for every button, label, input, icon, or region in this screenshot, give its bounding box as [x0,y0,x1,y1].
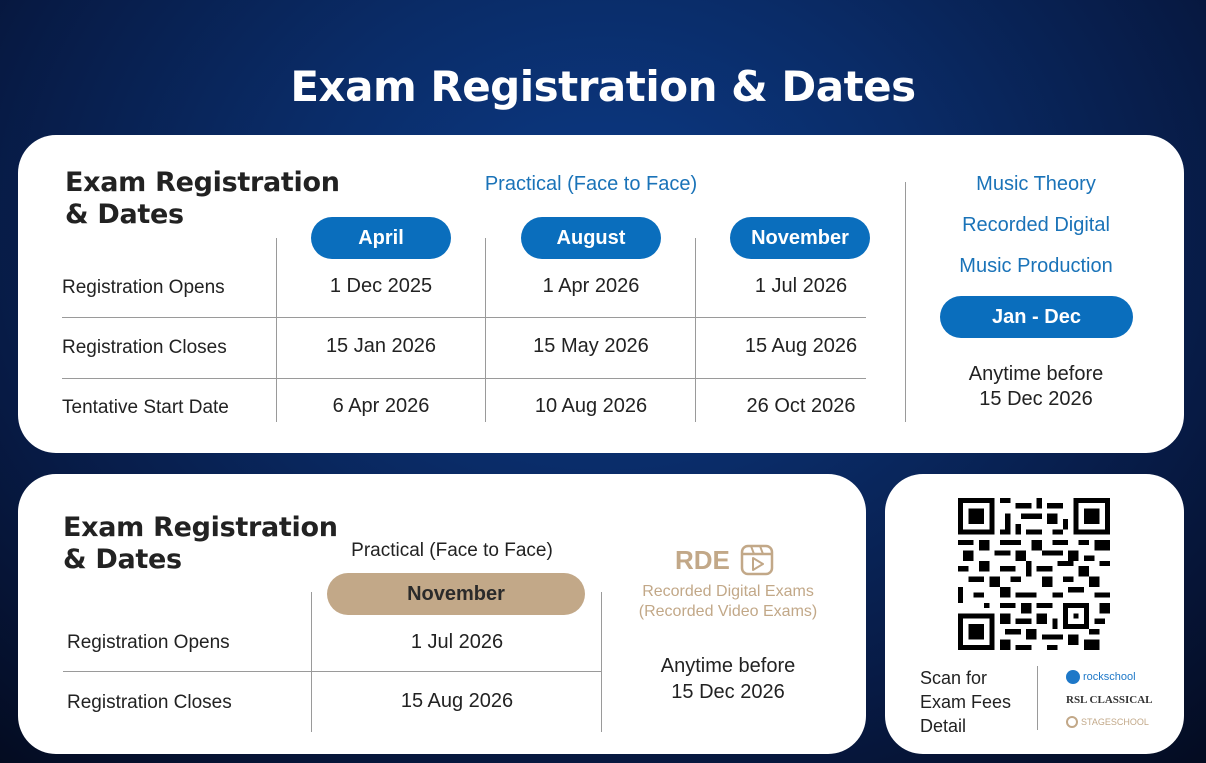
card-title-line1: Exam Registration [65,167,340,198]
practical-heading: Practical (Face to Face) [351,540,553,561]
brand-divider [1037,666,1038,730]
table-cell: 1 Jul 2026 [410,631,504,653]
row-label-registration-opens: Registration Opens [67,632,230,653]
qr-code[interactable] [958,498,1110,650]
brand-rockschool-label: rockschool [1083,671,1136,683]
rockschool-logo-icon [1066,670,1080,684]
video-icon [740,544,774,576]
year-round-pill: Jan - Dec [940,296,1133,338]
side-item-music-production: Music Production [959,255,1113,277]
table-cell: 10 Aug 2026 [534,395,648,417]
rde-note-line1: Anytime before [660,655,796,677]
rde-title: RDE [675,544,730,575]
practical-dates-card [18,135,1184,453]
row-divider [62,378,866,379]
side-item-music-theory: Music Theory [976,173,1096,195]
row-divider [63,671,601,672]
section-divider [905,182,906,422]
page-title: Exam Registration & Dates [290,62,916,111]
stageschool-logo-icon [1066,716,1078,728]
month-pill-november: November [730,217,870,259]
month-pill-august: August [521,217,661,259]
table-cell: 15 Aug 2026 [744,335,858,357]
scan-line2: Exam Fees [920,692,1012,712]
november-practical-card [18,474,866,754]
brand-stageschool-label: STAGESCHOOL [1081,717,1149,727]
table-cell: 1 Dec 2025 [329,275,433,297]
table-cell: 15 Aug 2026 [400,690,514,712]
brand-rockschool [1066,670,1136,684]
card-title-line2: & Dates [65,199,184,230]
card-title-line2: & Dates [63,544,182,575]
side-item-recorded-digital: Recorded Digital [962,214,1110,236]
table-cell: 1 Jul 2026 [754,275,848,297]
rde-heading [675,544,774,576]
table-cell: 1 Apr 2026 [542,275,640,297]
rde-note-line2: 15 Dec 2026 [671,681,785,703]
month-pill-april: April [311,217,451,259]
row-label-registration-closes: Registration Closes [67,692,232,713]
table-cell: 6 Apr 2026 [332,395,430,417]
practical-heading: Practical (Face to Face) [484,173,698,195]
rde-subtitle-line2: (Recorded Video Exams) [638,603,818,620]
brand-rsl-classical-label: RSL CLASSICAL [1066,694,1153,706]
card-title-line1: Exam Registration [63,512,338,543]
table-cell: 26 Oct 2026 [746,395,856,417]
row-label-registration-opens: Registration Opens [62,277,225,298]
month-pill-november: November [327,573,585,615]
rde-subtitle-line1: Recorded Digital Exams [642,583,814,600]
side-note-line1: Anytime before [968,363,1104,385]
row-divider [62,317,866,318]
table-cell: 15 May 2026 [533,335,649,357]
table-cell: 15 Jan 2026 [325,335,437,357]
row-label-tentative-start-date: Tentative Start Date [62,397,229,418]
brand-stageschool [1066,716,1149,728]
row-label-registration-closes: Registration Closes [62,337,227,358]
scan-line1: Scan for [920,668,988,688]
side-note-line2: 15 Dec 2026 [979,388,1093,410]
brand-rsl-classical [1066,694,1153,706]
scan-line3: Detail [920,716,967,736]
exam-fees-card [885,474,1184,754]
